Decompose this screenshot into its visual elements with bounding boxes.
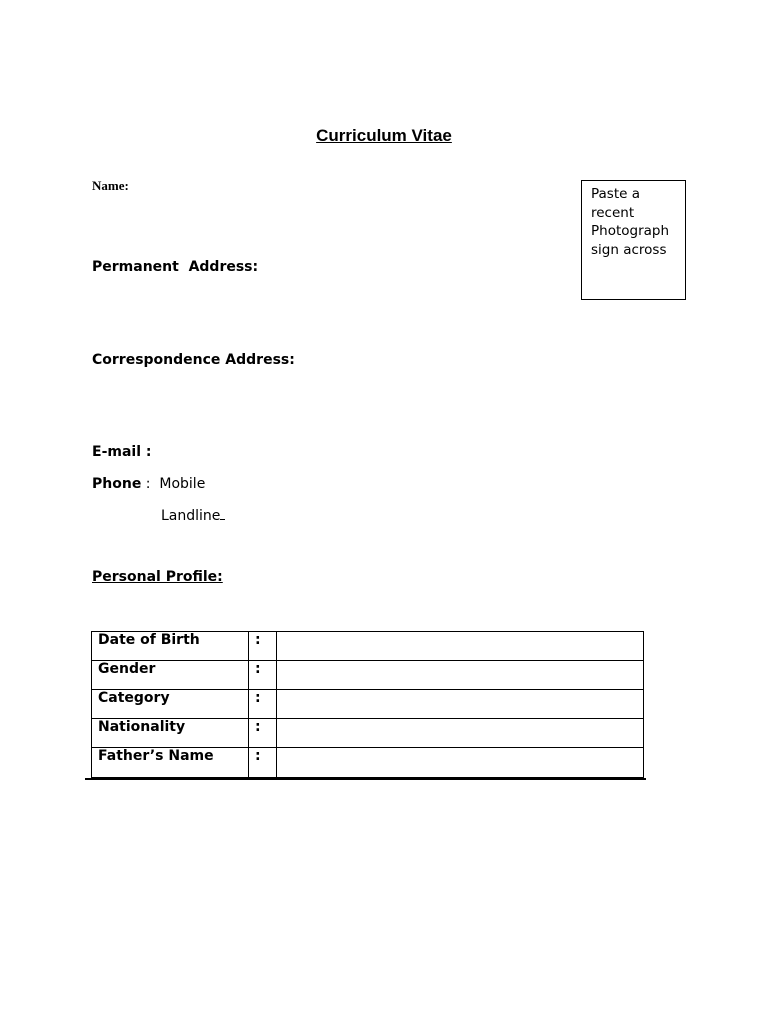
phone-line (92, 476, 205, 492)
field-separator: : (249, 719, 277, 748)
field-value[interactable] (277, 661, 644, 690)
table-row (92, 690, 644, 719)
photo-box-line: recent (591, 204, 635, 221)
phone-label: Phone (92, 476, 142, 492)
field-label: Father’s Name (92, 748, 249, 779)
photo-placeholder-box (581, 180, 686, 300)
table-row (92, 719, 644, 748)
field-value[interactable] (277, 690, 644, 719)
phone-separator: : (141, 476, 160, 492)
photo-box-line: Photograph (591, 223, 670, 239)
table-row (92, 661, 644, 690)
photo-box-line: sign across (591, 241, 667, 258)
field-label: Date of Birth (92, 632, 249, 661)
name-label: Name: (92, 178, 129, 193)
field-separator: : (249, 632, 277, 661)
field-value[interactable] (277, 748, 644, 779)
photo-box-line: Paste a (591, 186, 641, 202)
field-separator: : (249, 690, 277, 719)
landline-line (161, 507, 225, 524)
field-value[interactable] (277, 719, 644, 748)
permanent-address-label: Permanent Address: (92, 259, 259, 275)
table-bottom-rule (85, 778, 646, 780)
personal-profile-table (91, 631, 644, 779)
field-label: Gender (92, 661, 249, 690)
field-label: Category (92, 690, 249, 719)
field-separator: : (249, 748, 277, 779)
mobile-label: Mobile (159, 476, 206, 492)
landline-label: Landline (161, 508, 221, 524)
table-row (92, 748, 644, 779)
field-label: Nationality (92, 719, 249, 748)
text-cursor (220, 507, 225, 520)
correspondence-address-label: Correspondence Address: (92, 352, 295, 368)
field-separator: : (249, 661, 277, 690)
email-label: E-mail : (92, 444, 152, 460)
field-value[interactable] (277, 632, 644, 661)
table-row (92, 632, 644, 661)
page-title: Curriculum Vitae (316, 126, 452, 145)
personal-profile-heading: Personal Profile: (92, 569, 223, 585)
